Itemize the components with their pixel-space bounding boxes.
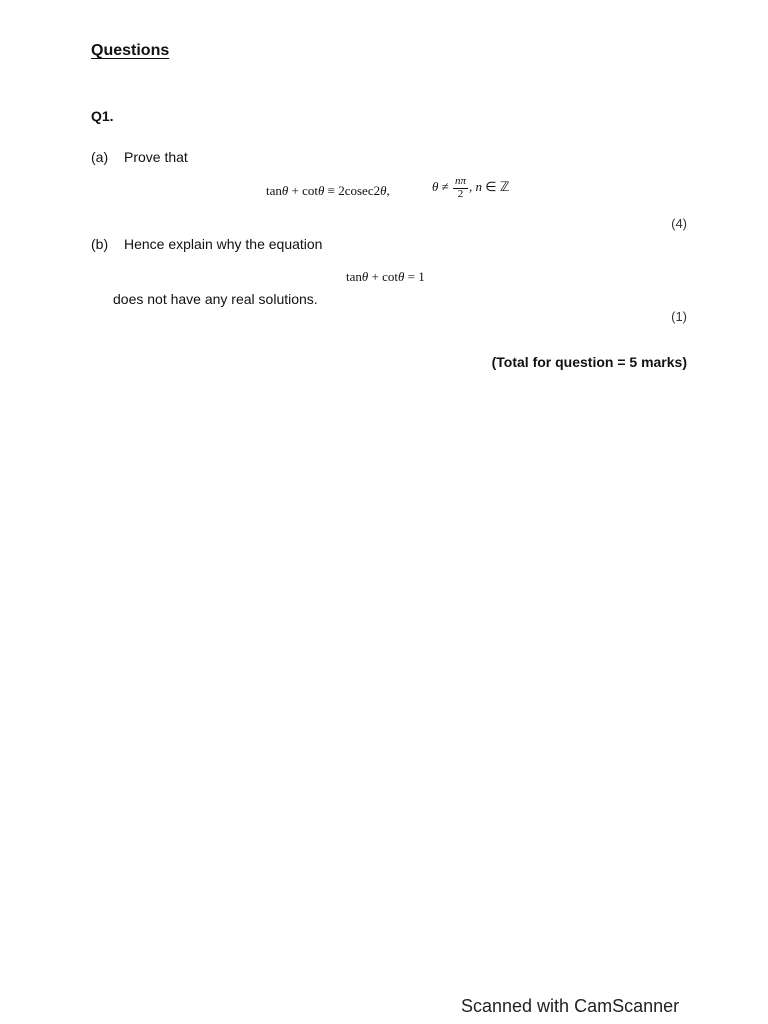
question-total: (Total for question = 5 marks) [491,354,687,370]
equation-tan: tan [346,269,362,284]
equation-rhs: = 1 [404,269,425,284]
identity-theta-1: θ [281,183,289,198]
part-b-label: (b) [91,236,109,252]
part-a-text: Prove that [124,149,188,165]
page-heading: Questions [91,42,170,59]
part-b-continuation: does not have any real solutions. [113,291,318,307]
condition-fraction [453,176,468,200]
part-b-text: Hence explain why the equation [124,236,323,252]
question-number: Q1. [91,108,114,124]
condition-theta: θ [432,179,439,195]
part-a-label: (a) [91,149,109,165]
scanner-watermark: Scanned with CamScanner [461,996,680,1016]
identity-theta-3: θ [380,183,387,198]
identity-theta-2: θ [318,183,325,198]
part-b-marks: (1) [671,309,687,324]
trig-identity [266,183,390,199]
identity-comma: , [386,183,390,198]
equation-theta-2: θ [398,269,405,284]
condition-comma: , [469,179,476,195]
identity-equiv-cosec: ≡ 2cosec2 [324,183,381,198]
part-a-marks: (4) [671,216,687,231]
equation-theta-1: θ [361,269,369,284]
identity-plus-cot: + cot [288,183,318,198]
condition-not-equal: ≠ [438,179,453,195]
fraction-denominator: 2 [457,187,464,200]
condition-n: n [475,179,483,195]
trig-equation [346,269,425,285]
identity-tan: tan [266,183,282,198]
fraction-numerator: nπ [455,175,467,187]
identity-condition [432,176,510,200]
equation-plus-cot: + cot [368,269,398,284]
condition-in-integers: ∈ ℤ [482,179,510,195]
